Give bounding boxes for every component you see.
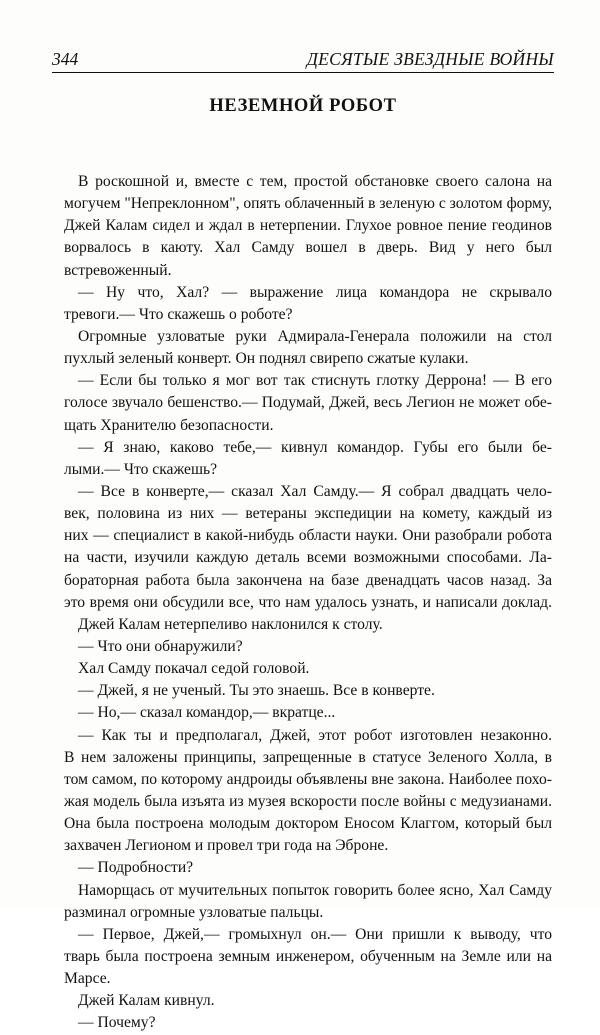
text-line: них — специалист в какой-нибудь области науки. Они разобрали робота [64, 527, 552, 545]
text-line: — Джей, я не ученый. Ты это знаешь. Все в конверте. [78, 682, 435, 700]
text-line: голосе звучало бешенство.— Подумай, Джей, весь Легион не может обе- [64, 394, 552, 412]
text-line: разминал огромные узловатые пальцы. [64, 903, 324, 921]
text-line: — Я знаю, каково тебе,— кивнул командор. Губы его были бе- [78, 438, 552, 456]
text-line: это время они обсудили все, что нам удалось узнать, и написали доклад. [64, 593, 552, 611]
text-line: Джей Калам кивнул. [78, 992, 215, 1010]
text-line: ворвалось в каюту. Хал Самду вошел в дверь. Вид у него был [64, 239, 552, 257]
text-line: В роскошной и, вместе с тем, простой обстановке своего салона на [78, 173, 552, 190]
text-line: Джей Калам сидел и ждал в нетерпении. Глухое ровное пение геодинов [64, 217, 552, 235]
text-line: — Но,— сказал командор,— вкратце... [78, 704, 336, 722]
text-line: жая модель была изъята из музея вскорости после войны с медузианами. [64, 792, 552, 810]
text-line: век, половина из них — ветераны экспедиции на комету, каждый из [64, 505, 552, 523]
text-line: лыми.— Что скажешь? [64, 460, 218, 478]
text-line: Наморщась от мучительных попыток говорить более ясно, Хал Самду [78, 881, 552, 899]
text-line: могучем "Непреклонном", опять облаченный в зеленую с золотом форму, [64, 195, 553, 213]
body-text [64, 171, 552, 1034]
text-line: В нем заложены принципы, запрещенные в статусе Зеленого Холла, в [64, 748, 552, 766]
text-line: Джей Калам нетерпеливо наклонился к столу. [78, 615, 383, 633]
text-line: том самом, по которому андроиды объявлены вне закона. Наиболее похо- [64, 770, 553, 788]
text-line: тревоги.— Что скажешь о роботе? [64, 305, 293, 323]
text-line: Марсе. [64, 970, 111, 988]
text-line: встревоженный. [64, 261, 172, 279]
text-line: Хал Самду покачал седой головой. [78, 660, 310, 678]
text-line: — Как ты и предполагал, Джей, этот робот изготовлен незаконно. [78, 726, 552, 744]
text-line: на части, изучили каждую деталь всеми возможными способами. Ла- [64, 549, 552, 567]
page-number: 344 [52, 49, 79, 69]
text-line: захвачен Легионом и провел три года на Эброне. [64, 837, 389, 855]
header-rule [52, 72, 554, 73]
text-line: тварь была построена земным инженером, обученным на Земле или на [64, 947, 552, 965]
text-line: Она была построена молодым доктором Еносом Клаггом, который был [64, 815, 552, 833]
text-line: — Если бы только я мог вот так стиснуть глотку Деррона! — В его [78, 372, 552, 390]
text-line: — Почему? [78, 1014, 156, 1032]
text-line: — Ну что, Хал? — выражение лица командора не скрывало [78, 283, 552, 301]
text-line: щать Хранителю безопасности. [64, 416, 274, 434]
text-line: Огромные узловатые руки Адмирала-Генерала положили на стол [78, 327, 552, 345]
text-line: — Что они обнаружили? [78, 637, 243, 655]
text-line: бораторная работа была закончена на базе двенадцать часов назад. За [64, 571, 552, 589]
running-head [52, 47, 554, 71]
text-line: — Все в конверте,— сказал Хал Самду.— Я собрал двадцать чело- [78, 482, 552, 500]
text-line: пухлый зеленый конверт. Он поднял свирепо сжатые кулаки. [64, 350, 469, 368]
chapter-title: НЕЗЕМНОЙ РОБОТ [209, 96, 397, 116]
text-line: — Первое, Джей,— громыхнул он.— Они пришли к выводу, что [78, 925, 552, 943]
text-line: — Подробности? [78, 859, 194, 877]
book-title: ДЕСЯТЫЕ ЗВЕЗДНЫЕ ВОЙНЫ [306, 49, 554, 69]
